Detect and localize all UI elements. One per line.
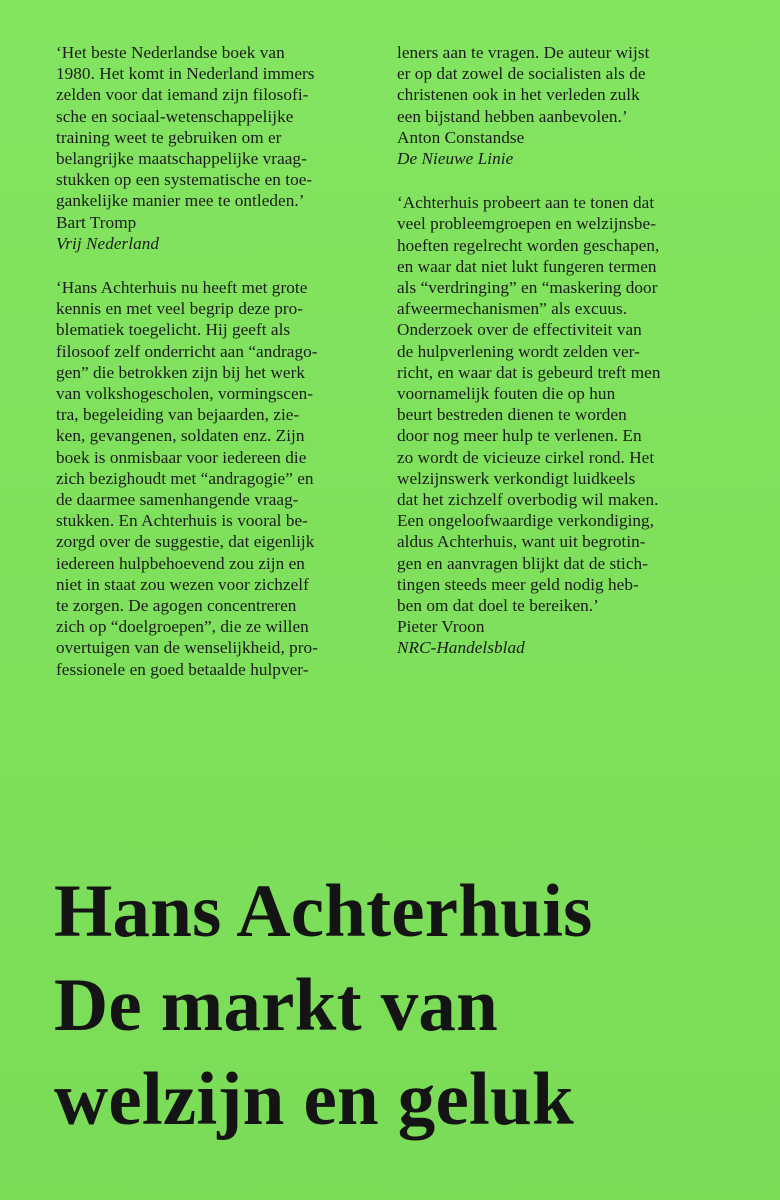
quote-line: richt, en waar dat is gebeurd treft men: [397, 362, 661, 382]
review-source: De Nieuwe Linie: [397, 149, 514, 169]
quote-line: zich bezighoudt met “andragogie” en: [56, 468, 314, 488]
review-quote-vroon: [397, 192, 727, 658]
quote-line: gen en aanvragen blijkt dat de stich-: [397, 553, 648, 573]
book-title-line-2: welzijn en geluk: [54, 1058, 574, 1141]
quote-line: kennis en met veel begrip deze pro-: [56, 299, 304, 319]
quote-line: zich op “doelgroepen”, die ze willen: [56, 617, 309, 637]
review-quote-tromp: [56, 42, 374, 254]
quote-line: ‘Achterhuis probeert aan te tonen dat: [397, 193, 655, 213]
quote-line: en waar dat niet lukt fungeren termen: [397, 256, 657, 276]
review-quote-constandse-part2: [397, 42, 727, 169]
reviewer-name: Anton Constandse: [397, 127, 525, 147]
quote-line: een bijstand hebben aanbevolen.’: [397, 106, 628, 126]
quote-line: blematiek toegelicht. Hij geeft als: [56, 320, 291, 340]
quote-line: belangrijke maatschappelijke vraag-: [56, 149, 307, 169]
quote-line: ‘Hans Achterhuis nu heeft met grote: [56, 278, 308, 298]
quote-line: ken, gevangenen, soldaten enz. Zijn: [56, 426, 305, 446]
quote-line: hoeften regelrecht worden geschapen,: [397, 235, 660, 255]
quote-line: fessionele en goed betaalde hulpver-: [56, 659, 309, 679]
quote-line: van volkshogescholen, vormingscen-: [56, 384, 314, 404]
quote-line: overtuigen van de wenselijkheid, pro-: [56, 638, 318, 658]
quote-line: tingen steeds meer geld nodig heb-: [397, 574, 639, 594]
quote-line: stukken op een systematische en toe-: [56, 170, 313, 190]
spacer: [56, 254, 374, 277]
quote-line: iedereen hulpbehoevend zou zijn en: [56, 553, 305, 573]
book-title-line-1: De markt van: [54, 964, 499, 1047]
quote-line: 1980. Het komt in Nederland immers: [56, 64, 315, 84]
quote-line: voornamelijk fouten die op hun: [397, 384, 616, 404]
review-source: NRC-Handelsblad: [397, 638, 525, 658]
quote-line: beurt bestreden dienen te worden: [397, 405, 627, 425]
quote-line: de hulpverlening wordt zelden ver-: [397, 341, 640, 361]
author-name: Hans Achterhuis: [54, 870, 593, 953]
spacer: [397, 169, 727, 192]
reviewer-name: Pieter Vroon: [397, 617, 485, 637]
reviewer-name: Bart Tromp: [56, 212, 137, 232]
quote-line: aldus Achterhuis, want uit begrotin-: [397, 532, 646, 552]
quote-line: niet in staat zou wezen voor zichzelf: [56, 574, 309, 594]
review-source: Vrij Nederland: [56, 233, 160, 253]
quote-line: dat het zichzelf overbodig wil maken.: [397, 490, 659, 510]
quote-line: Onderzoek over de effectiviteit van: [397, 320, 642, 340]
quote-line: te zorgen. De agogen concentreren: [56, 596, 297, 616]
quote-line: zo wordt de vicieuze cirkel rond. Het: [397, 447, 655, 467]
quote-line: training weet te gebruiken om er: [56, 127, 282, 147]
quote-line: stukken. En Achterhuis is vooral be-: [56, 511, 308, 531]
quote-line: welzijnswerk verkondigt luidkeels: [397, 468, 636, 488]
quote-line: er op dat zowel de socialisten als de: [397, 64, 646, 84]
right-review-column: [397, 42, 727, 659]
quote-line: afweermechanismen” als excuus.: [397, 299, 628, 319]
quote-line: ben om dat doel te bereiken.’: [397, 596, 599, 616]
quote-line: als “verdringing” en “maskering door: [397, 278, 658, 298]
quote-line: boek is onmisbaar voor iedereen die: [56, 447, 307, 467]
quote-line: christenen ook in het verleden zulk: [397, 85, 640, 105]
quote-line: tra, begeleiding van bejaarden, zie-: [56, 405, 300, 425]
quote-line: ‘Het beste Nederlandse boek van: [56, 43, 285, 62]
quote-line: leners aan te vragen. De auteur wijst: [397, 43, 650, 62]
book-title-block: [54, 865, 754, 1147]
quote-line: zorgd over de suggestie, dat eigenlijk: [56, 532, 315, 552]
quote-line: door nog meer hulp te verlenen. En: [397, 426, 642, 446]
left-review-column: [56, 42, 374, 680]
quote-line: sche en sociaal-wetenschappelijke: [56, 106, 294, 126]
quote-line: zelden voor dat iemand zijn filosofi-: [56, 85, 309, 105]
quote-line: de daarmee samenhangende vraag-: [56, 490, 299, 510]
quote-line: veel probleemgroepen en welzijnsbe-: [397, 214, 656, 234]
review-quote-constandse-part1: [56, 277, 374, 680]
quote-line: gen” die betrokken zijn bij het werk: [56, 362, 306, 382]
quote-line: Een ongeloofwaardige verkondiging,: [397, 511, 655, 531]
quote-line: filosoof zelf onderricht aan “andrago-: [56, 341, 318, 361]
quote-line: gankelijke manier mee te ontleden.’: [56, 191, 305, 211]
